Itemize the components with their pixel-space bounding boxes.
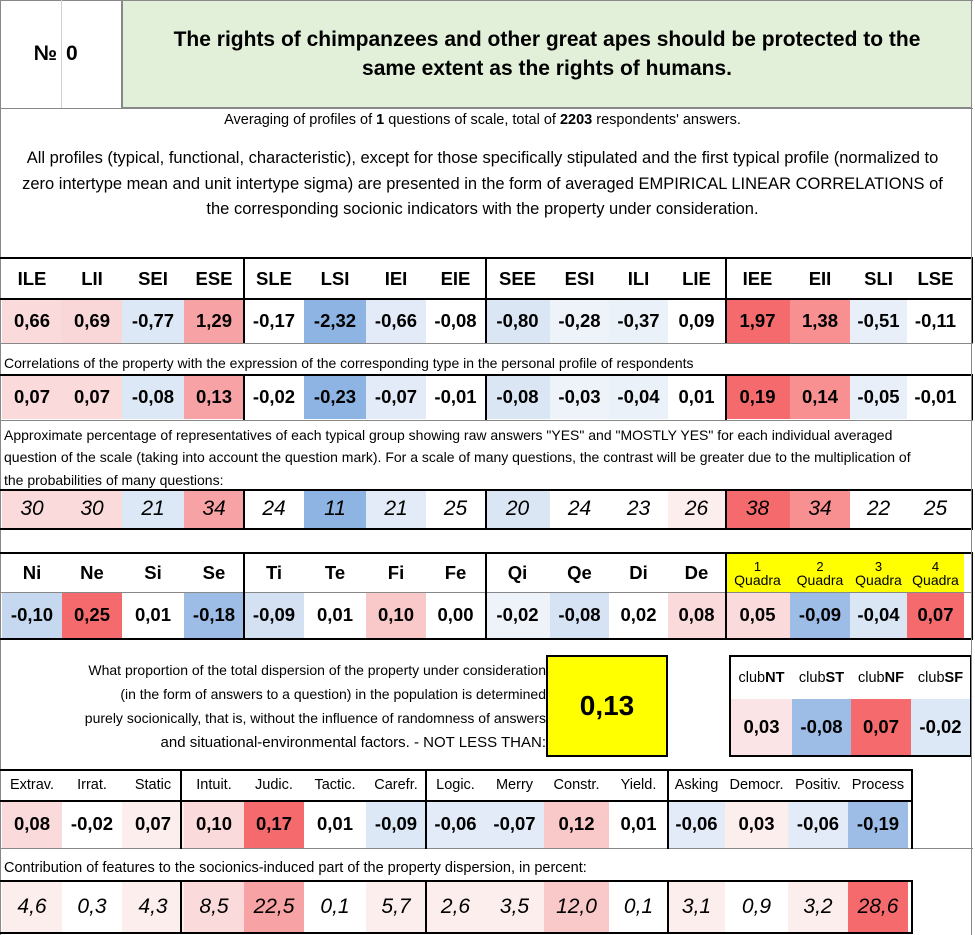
trait-value-merry: -0,07 <box>485 800 544 848</box>
type-percentage-ili: 23 <box>609 490 668 528</box>
type-correlation-sei: -0,08 <box>122 375 184 419</box>
type-correlation-eie: -0,01 <box>426 375 485 419</box>
function-value-ti: -0,09 <box>244 592 304 638</box>
quadra-label: Quadra <box>734 571 781 588</box>
quadra-number: 1 <box>753 558 762 574</box>
left-border <box>0 0 1 935</box>
pct-group1-sep <box>243 489 245 529</box>
types-group1-sep <box>243 257 245 343</box>
quadra-value-4: 0,07 <box>907 592 964 638</box>
type-percentage-row <box>2 490 972 528</box>
quadra-header-4 <box>907 554 964 592</box>
function-value-de: 0,08 <box>668 592 725 638</box>
trait-value-asking: -0,06 <box>668 800 725 848</box>
type-profile-eie: -0,08 <box>426 299 485 343</box>
trait-header-asking: Asking <box>674 777 719 793</box>
type-correlation-eii: 0,14 <box>790 375 850 419</box>
type-header-lsi: LSI <box>320 268 350 289</box>
trait-contribution-yield: 0,1 <box>609 882 668 932</box>
type-header-lse: LSE <box>917 268 954 289</box>
trait-header-positiv: Positiv. <box>795 777 841 793</box>
type-header-iei: IEI <box>384 268 408 289</box>
function-header-de: De <box>684 562 709 583</box>
trait-contribution-process: 28,6 <box>848 882 908 932</box>
club-header-row <box>731 657 970 699</box>
function-header-te: Te <box>324 562 346 583</box>
func-group3-sep <box>725 552 727 639</box>
type-correlation-see: -0,08 <box>485 375 550 419</box>
type-correlation-lse: -0,01 <box>907 375 964 419</box>
quadra-value-1: 0,05 <box>725 592 790 638</box>
type-profile-esi: -0,28 <box>550 299 609 343</box>
type-profile-ile: 0,66 <box>2 299 62 343</box>
contribution-note: Contribution of features to the socionics-induced part of the property dispersion, in percent: <box>4 860 587 876</box>
trait-contribution-intuit: 8,5 <box>184 882 244 932</box>
page-title: The rights of chimpanzees and other great apes should be protected to the same extent as the rights of humans. <box>122 0 972 108</box>
type-profile-eii: 1,38 <box>790 299 850 343</box>
quadra-header-3 <box>850 554 907 592</box>
dispersion-value: 0,13 <box>546 655 668 757</box>
dispersion-text <box>70 658 546 756</box>
quadra-value-3: -0,04 <box>850 592 907 638</box>
trait-group1-sep <box>180 769 182 849</box>
function-value-di: 0,02 <box>609 592 668 638</box>
trait-value-tactic: 0,01 <box>304 800 366 848</box>
corr-bottom-line <box>0 420 973 421</box>
trait-contribution-tactic: 0,1 <box>304 882 366 932</box>
contr-bottom-line <box>0 932 913 934</box>
types-bottom-line <box>0 343 973 344</box>
function-header-qe: Qe <box>567 562 592 583</box>
quadra-label: Quadra <box>912 571 959 588</box>
type-correlation-ile: 0,07 <box>2 375 62 419</box>
contr-group3-sep <box>667 880 669 933</box>
type-profile-row <box>2 299 972 343</box>
quadra-number: 2 <box>816 558 824 574</box>
trait-value-extrav: 0,08 <box>2 800 62 848</box>
trait-header-carefr: Carefr. <box>374 777 418 793</box>
trait-group3-sep <box>667 769 669 849</box>
function-value-fe: 0,00 <box>426 592 485 638</box>
trait-contribution-constr: 12,0 <box>544 882 609 932</box>
trait-value-carefr: -0,09 <box>366 800 426 848</box>
function-value-si: 0,01 <box>122 592 184 638</box>
trait-contribution-asking: 3,1 <box>668 882 725 932</box>
type-percentage-sei: 21 <box>122 490 184 528</box>
type-profile-iee: 1,97 <box>725 299 790 343</box>
averaging-suffix: respondents' answers. <box>592 112 741 128</box>
header-bottom-line <box>0 108 973 109</box>
function-value-ne: 0,25 <box>62 592 122 638</box>
dispersion-line-1: What proportion of the total dispersion of the property under consideration <box>88 662 546 678</box>
type-header-eii: EII <box>808 268 832 289</box>
trait-header-irrat: Irrat. <box>77 777 107 793</box>
type-correlation-ili: -0,04 <box>609 375 668 419</box>
trait-header-merry: Merry <box>495 777 534 793</box>
type-header-sei: SEI <box>138 268 168 289</box>
type-header-ile: ILE <box>17 268 47 289</box>
trait-value-yield: 0,01 <box>609 800 668 848</box>
type-correlation-esi: -0,03 <box>550 375 609 419</box>
corr-group1-sep <box>243 374 245 420</box>
trait-contribution-irrat: 0,3 <box>62 882 122 932</box>
pct-group2-sep <box>485 489 487 529</box>
trait-header-tactic: Tactic. <box>314 777 356 793</box>
type-percentage-sle: 24 <box>244 490 304 528</box>
type-profile-iei: -0,66 <box>366 299 426 343</box>
type-correlation-lii: 0,07 <box>62 375 122 419</box>
type-header-see: SEE <box>498 268 537 289</box>
type-profile-sle: -0,17 <box>244 299 304 343</box>
type-percentage-eii: 34 <box>790 490 850 528</box>
trait-group2-sep <box>425 769 427 849</box>
dispersion-line-4: and situational-environmental factors. - NOT LESS THAN: <box>160 734 546 752</box>
club-value-row <box>731 699 970 755</box>
all-profiles-text: All profiles (typical, functional, characteristic), except for those specifically stipulated and the first typical profile (normalized to zero intertype mean and unit intertype sigma) are presented in the form of averaged EMPIRICAL LINEAR CORRELATIONS of the corresponding socionic indicators with the property under consideration. <box>22 149 943 219</box>
function-header-qi: Qi <box>507 562 528 583</box>
type-header-esi: ESI <box>564 268 595 289</box>
clubs-table <box>729 655 972 757</box>
function-value-fi: 0,10 <box>366 592 426 638</box>
func-group1-sep <box>243 552 245 639</box>
trait-mid-line <box>0 800 913 802</box>
trait-value-democr: 0,03 <box>725 800 788 848</box>
type-percentage-sli: 22 <box>850 490 907 528</box>
trait-top-line <box>0 769 913 771</box>
trait-header-democr: Democr. <box>729 777 784 793</box>
type-header-ese: ESE <box>195 268 233 289</box>
type-profile-ili: -0,37 <box>609 299 668 343</box>
type-percentage-lse: 25 <box>907 490 964 528</box>
trait-contribution-judic: 22,5 <box>244 882 304 932</box>
type-percentage-iee: 38 <box>725 490 790 528</box>
contr-group1-sep <box>180 880 182 933</box>
respondent-count: 2203 <box>559 112 593 128</box>
trait-value-intuit: 0,10 <box>184 800 244 848</box>
trait-header-yield: Yield. <box>620 777 657 793</box>
function-header-di: Di <box>629 562 648 583</box>
correlation-note: Correlations of the property with the expression of the corresponding type in the personal profile of respondents <box>4 355 694 371</box>
trait-contribution-carefr: 5,7 <box>366 882 426 932</box>
type-percentage-ese: 34 <box>184 490 244 528</box>
trait-bottom-line <box>0 848 973 849</box>
func-group2-sep <box>485 552 487 639</box>
function-header-ti: Ti <box>265 562 283 583</box>
types-group2-sep <box>485 257 487 343</box>
quadra-label: Quadra <box>796 571 844 588</box>
function-header-fe: Fe <box>444 562 467 583</box>
type-header-lie: LIE <box>682 268 711 289</box>
trait-contribution-merry: 3,5 <box>485 882 544 932</box>
function-value-qe: -0,08 <box>550 592 609 638</box>
trait-header-extrav: Extrav. <box>9 777 55 793</box>
club-prefix: club <box>858 670 885 686</box>
type-profile-sli: -0,51 <box>850 299 907 343</box>
type-profile-lsi: -2,32 <box>304 299 366 343</box>
contr-top-line <box>0 880 913 882</box>
types-group3-sep <box>725 257 727 343</box>
trait-header-judic: Judic. <box>255 777 293 793</box>
quadra-label: Quadra <box>855 571 902 588</box>
function-header-se: Se <box>202 562 226 583</box>
club-value-sf: -0,02 <box>911 699 970 755</box>
club-suffix: SF <box>944 670 964 686</box>
type-header-lii: LII <box>81 268 103 289</box>
corr-group3-sep <box>725 374 727 420</box>
type-profile-lie: 0,09 <box>668 299 725 343</box>
trait-value-irrat: -0,02 <box>62 800 122 848</box>
type-percentage-esi: 24 <box>550 490 609 528</box>
club-header-st <box>792 657 851 699</box>
type-correlation-lie: 0,01 <box>668 375 725 419</box>
trait-contribution-extrav: 4,6 <box>2 882 62 932</box>
type-correlation-iei: -0,07 <box>366 375 426 419</box>
trait-header-static: Static <box>134 777 172 793</box>
function-header-ne: Ne <box>80 562 104 583</box>
trait-value-logic: -0,06 <box>426 800 485 848</box>
club-header-nt <box>731 657 792 699</box>
function-header-fi: Fi <box>387 562 405 583</box>
pct-group3-sep <box>725 489 727 529</box>
trait-contribution-democr: 0,9 <box>725 882 788 932</box>
trait-right-edge <box>911 769 913 849</box>
type-percentage-lii: 30 <box>62 490 122 528</box>
number-value: 0 <box>62 0 122 108</box>
type-percentage-lie: 26 <box>668 490 725 528</box>
type-correlation-ese: 0,13 <box>184 375 244 419</box>
type-profile-sei: -0,77 <box>122 299 184 343</box>
trait-header-intuit: Intuit. <box>196 777 232 793</box>
type-percentage-lsi: 11 <box>304 490 366 528</box>
trait-contribution-row <box>2 882 912 932</box>
trait-value-positiv: -0,06 <box>788 800 848 848</box>
averaging-line <box>0 112 965 128</box>
club-value-st: -0,08 <box>792 699 851 755</box>
type-header-ili: ILI <box>627 268 650 289</box>
trait-header-row <box>2 770 912 800</box>
type-profile-lii: 0,69 <box>62 299 122 343</box>
question-count: 1 <box>376 112 385 128</box>
type-correlation-sli: -0,05 <box>850 375 907 419</box>
contr-right-edge <box>911 880 913 933</box>
trait-header-constr: Constr. <box>553 777 600 793</box>
trait-contribution-logic: 2,6 <box>426 882 485 932</box>
type-header-sli: SLI <box>864 268 893 289</box>
trait-value-process: -0,19 <box>848 800 908 848</box>
club-suffix: NF <box>884 670 904 686</box>
type-percentage-eie: 25 <box>426 490 485 528</box>
quadra-header-1 <box>725 554 790 592</box>
type-profile-ese: 1,29 <box>184 299 244 343</box>
club-suffix: NT <box>765 670 785 686</box>
club-prefix: club <box>738 670 766 686</box>
type-percentage-ile: 30 <box>2 490 62 528</box>
trait-value-judic: 0,17 <box>244 800 304 848</box>
type-header-row <box>2 259 972 299</box>
function-value-qi: -0,02 <box>485 592 550 638</box>
trait-value-constr: 0,12 <box>544 800 609 848</box>
function-header-row <box>2 554 972 592</box>
type-header-sle: SLE <box>256 268 292 289</box>
trait-contribution-positiv: 3,2 <box>788 882 848 932</box>
dispersion-line-2: (in the form of answers to a question) in the population is determined <box>120 686 546 703</box>
page-right-edge <box>971 108 972 935</box>
type-correlation-sle: -0,02 <box>244 375 304 419</box>
club-prefix: club <box>798 670 826 686</box>
dispersion-line-3: purely socionically, that is, without the influence of randomness of answers <box>84 710 546 727</box>
averaging-prefix: Averaging of profiles of <box>224 112 377 128</box>
type-correlation-row <box>2 375 972 419</box>
quadra-value-2: -0,09 <box>790 592 850 638</box>
function-value-ni: -0,10 <box>2 592 62 638</box>
club-value-nt: 0,03 <box>731 699 792 755</box>
type-header-eie: EIE <box>440 268 471 289</box>
type-percentage-iei: 21 <box>366 490 426 528</box>
trait-value-static: 0,07 <box>122 800 184 848</box>
quadra-number: 3 <box>874 558 883 574</box>
trait-contribution-static: 4,3 <box>122 882 184 932</box>
type-correlation-lsi: -0,23 <box>304 375 366 419</box>
function-header-ni: Ni <box>22 562 42 583</box>
quadra-header-2 <box>790 554 850 592</box>
type-profile-see: -0,80 <box>485 299 550 343</box>
trait-header-logic: Logic. <box>436 777 475 793</box>
quadra-number: 4 <box>931 558 940 574</box>
club-prefix: club <box>917 670 945 686</box>
club-value-nf: 0,07 <box>851 699 911 755</box>
type-percentage-see: 20 <box>485 490 550 528</box>
function-value-row <box>2 592 972 638</box>
club-header-nf <box>851 657 911 699</box>
club-suffix: ST <box>825 670 845 686</box>
type-header-iee: IEE <box>742 268 773 289</box>
function-header-si: Si <box>144 562 162 583</box>
trait-header-process: Process <box>851 777 905 793</box>
function-value-se: -0,18 <box>184 592 244 638</box>
club-header-sf <box>911 657 970 699</box>
contr-group2-sep <box>425 880 427 933</box>
type-correlation-iee: 0,19 <box>725 375 790 419</box>
function-value-te: 0,01 <box>304 592 366 638</box>
number-label: № <box>0 0 62 108</box>
corr-group2-sep <box>485 374 487 420</box>
type-profile-lse: -0,11 <box>907 299 964 343</box>
percentage-note: Approximate percentage of representatives of each typical group showing raw answers "YES" and "MOSTLY YES" for each individual averaged question of the scale (taking into account the question mark). For a scale of many questions, the contrast will be greater due to the multiplication of the probabilities of many questions: <box>4 427 911 488</box>
averaging-middle: questions of scale, total of <box>384 112 560 128</box>
trait-value-row <box>2 800 912 848</box>
